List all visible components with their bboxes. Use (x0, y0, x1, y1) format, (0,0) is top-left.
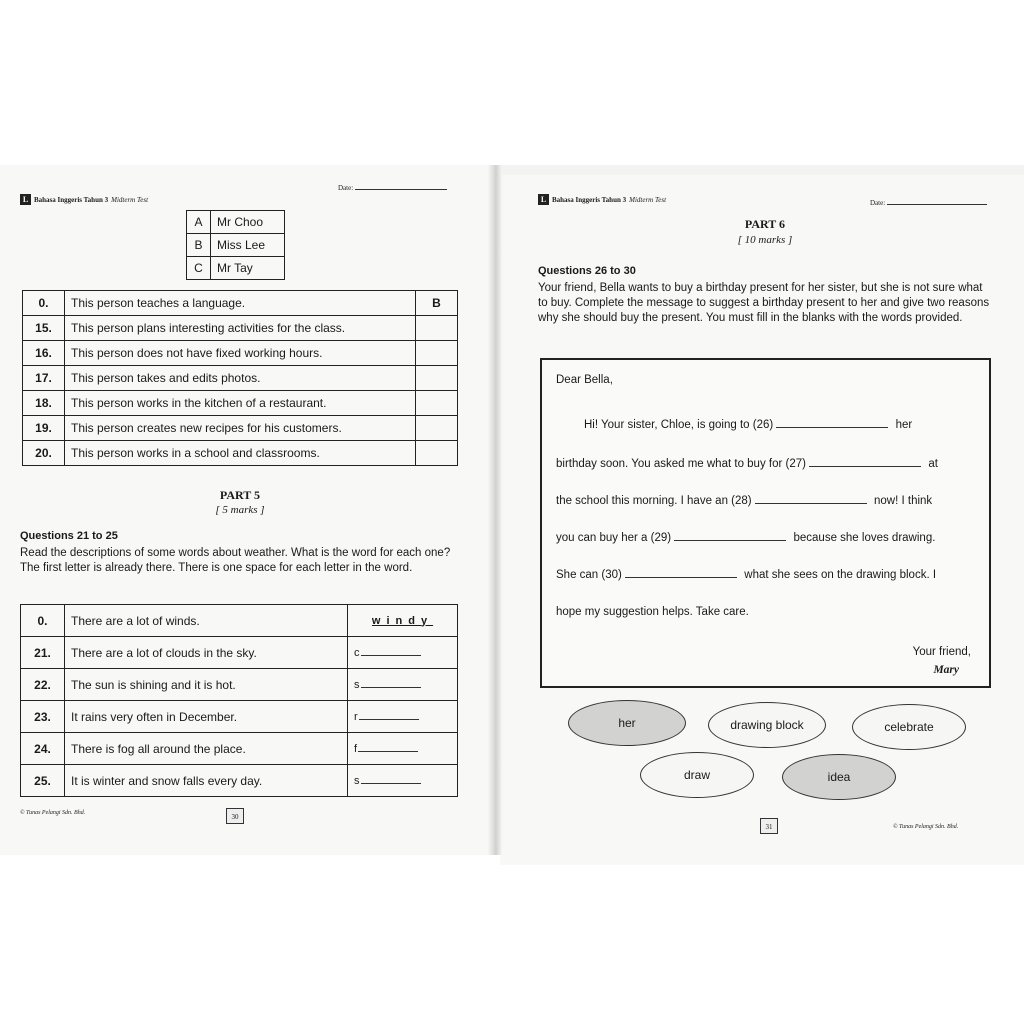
option-key: A (187, 211, 211, 234)
word-option-drawing-block[interactable]: drawing block (708, 702, 826, 748)
answer-blank[interactable] (361, 687, 421, 688)
letter-text: what she sees on the drawing block. I (744, 569, 937, 581)
letter-text: you can buy her a (29) (556, 532, 672, 544)
letter-line-6: hope my suggestion helps. Take care. (556, 606, 749, 618)
question-text: This person teaches a language. (65, 291, 416, 316)
letter-line-1 (584, 419, 912, 431)
letter-text: She can (30) (556, 569, 622, 581)
part5-title: PART 5 (219, 488, 261, 502)
option-key: B (187, 234, 211, 257)
answer-blank[interactable] (358, 751, 418, 752)
question-number: 15. (23, 316, 65, 341)
answer-cell[interactable] (416, 441, 458, 466)
right-page-header (538, 194, 666, 205)
question-number: 25. (21, 765, 65, 797)
part6-questions-heading: Questions 26 to 30 (538, 265, 636, 277)
book-logo-icon: L (538, 194, 549, 205)
blank-26[interactable] (776, 427, 888, 428)
letter-line-3 (556, 495, 932, 507)
answer-cell[interactable] (416, 366, 458, 391)
matching-table (22, 290, 458, 466)
option-row (187, 257, 285, 280)
table-row (21, 765, 458, 797)
book-logo-icon: L (20, 194, 31, 205)
part5-marks: [ 5 marks ] (215, 504, 265, 516)
word-option-celebrate[interactable]: celebrate (852, 704, 966, 750)
question-number: 22. (21, 669, 65, 701)
answer-cell[interactable] (416, 416, 458, 441)
answer-cell[interactable] (348, 765, 458, 797)
question-number: 24. (21, 733, 65, 765)
question-text: The sun is shining and it is hot. (65, 669, 348, 701)
option-name: Miss Lee (211, 234, 285, 257)
first-letter: f (354, 742, 358, 755)
blank-30[interactable] (625, 577, 737, 578)
option-row (187, 211, 285, 234)
question-text: This person creates new recipes for his customers. (65, 416, 416, 441)
letter-text: at (928, 458, 938, 470)
blank-28[interactable] (755, 503, 867, 504)
answer-blank[interactable] (359, 719, 419, 720)
answer-cell: B (416, 291, 458, 316)
letter-text: now! I think (874, 495, 933, 507)
left-page-header (20, 194, 148, 205)
word-option-her[interactable]: her (568, 700, 686, 746)
table-row (23, 291, 458, 316)
part6-instructions: Your friend, Bella wants to buy a birthday present for her sister, but she is not sure what to buy. Complete the message to suggest a birthday present to her and give two reasons why she should buy the present. You must fill in the blanks with the words provided. (538, 282, 990, 324)
question-number: 21. (21, 637, 65, 669)
left-footer-copyright: © Tunas Pelangi Sdn. Bhd. (20, 810, 86, 816)
book-spine (488, 165, 502, 855)
question-number: 0. (23, 291, 65, 316)
right-date-field[interactable] (870, 199, 987, 207)
option-name: Mr Choo (211, 211, 285, 234)
table-row (23, 391, 458, 416)
answer-cell[interactable] (348, 669, 458, 701)
book-title: Bahasa Inggeris Tahun 3 (34, 195, 109, 204)
question-number: 18. (23, 391, 65, 416)
date-label: Date: (870, 199, 886, 207)
table-row (23, 316, 458, 341)
letter-text: her (895, 419, 913, 431)
letter-closing: Your friend, (912, 646, 971, 658)
date-line (887, 204, 987, 205)
letter-text: the school this morning. I have an (28) (556, 495, 752, 507)
letter-line-4 (556, 532, 935, 544)
answer-cell[interactable] (348, 637, 458, 669)
question-text: It rains very often in December. (65, 701, 348, 733)
table-row (23, 366, 458, 391)
question-text: This person works in the kitchen of a restaurant. (65, 391, 416, 416)
first-letter: s (354, 774, 360, 787)
question-text: This person does not have fixed working hours. (65, 341, 416, 366)
book-subtitle: Midterm Test (629, 195, 667, 204)
options-table (186, 210, 285, 280)
table-row (23, 441, 458, 466)
letter-text: because she loves drawing. (793, 532, 936, 544)
question-number: 20. (23, 441, 65, 466)
question-text: This person plans interesting activities for the class. (65, 316, 416, 341)
table-row (21, 605, 458, 637)
question-number: 0. (21, 605, 65, 637)
table-row (21, 701, 458, 733)
word-option-draw[interactable]: draw (640, 752, 754, 798)
answer-cell[interactable] (416, 391, 458, 416)
letter-box (540, 358, 991, 688)
option-key: C (187, 257, 211, 280)
left-page-number: 30 (226, 808, 244, 824)
question-number: 17. (23, 366, 65, 391)
table-row (23, 416, 458, 441)
question-number: 16. (23, 341, 65, 366)
weather-table (20, 604, 458, 797)
date-line (355, 189, 447, 190)
first-letter: c (354, 646, 360, 659)
part6-title: PART 6 (744, 217, 786, 231)
option-name: Mr Tay (211, 257, 285, 280)
question-text: This person works in a school and classrooms. (65, 441, 416, 466)
book-title: Bahasa Inggeris Tahun 3 (552, 195, 627, 204)
table-row (21, 733, 458, 765)
part6-marks: [ 10 marks ] (737, 234, 793, 246)
left-date-field[interactable] (338, 184, 447, 192)
letter-text: Hi! Your sister, Chloe, is going to (26) (584, 419, 774, 431)
question-text: This person takes and edits photos. (65, 366, 416, 391)
part5-questions-heading: Questions 21 to 25 (20, 530, 118, 542)
question-number: 19. (23, 416, 65, 441)
answer-cell[interactable] (416, 316, 458, 341)
answer-cell[interactable] (348, 733, 458, 765)
question-text: There is fog all around the place. (65, 733, 348, 765)
first-letter: s (354, 678, 360, 691)
date-label: Date: (338, 184, 354, 192)
blank-27[interactable] (809, 466, 921, 467)
letter-greeting: Dear Bella, (556, 374, 613, 386)
answer-blank[interactable] (361, 655, 421, 656)
question-text: It is winter and snow falls every day. (65, 765, 348, 797)
answer-cell[interactable] (348, 701, 458, 733)
example-answer: windy (348, 605, 458, 637)
part5-instructions: Read the descriptions of some words about weather. What is the word for each one? The first letter is already there. There is one space for each letter in the word. (20, 547, 451, 574)
table-row (21, 669, 458, 701)
book-subtitle: Midterm Test (111, 195, 149, 204)
question-number: 23. (21, 701, 65, 733)
first-letter: r (354, 710, 358, 723)
letter-line-2 (556, 458, 938, 470)
answer-cell[interactable] (416, 341, 458, 366)
question-text: There are a lot of clouds in the sky. (65, 637, 348, 669)
answer-blank[interactable] (361, 783, 421, 784)
letter-line-5 (556, 569, 936, 581)
blank-29[interactable] (674, 540, 786, 541)
word-option-idea[interactable]: idea (782, 754, 896, 800)
table-row (23, 341, 458, 366)
question-text: There are a lot of winds. (65, 605, 348, 637)
table-row (21, 637, 458, 669)
option-row (187, 234, 285, 257)
letter-signature: Mary (933, 664, 959, 676)
right-page-number: 31 (760, 818, 778, 834)
right-footer-copyright: © Tunas Pelangi Sdn. Bhd. (893, 824, 959, 830)
letter-text: birthday soon. You asked me what to buy for (27) (556, 458, 806, 470)
